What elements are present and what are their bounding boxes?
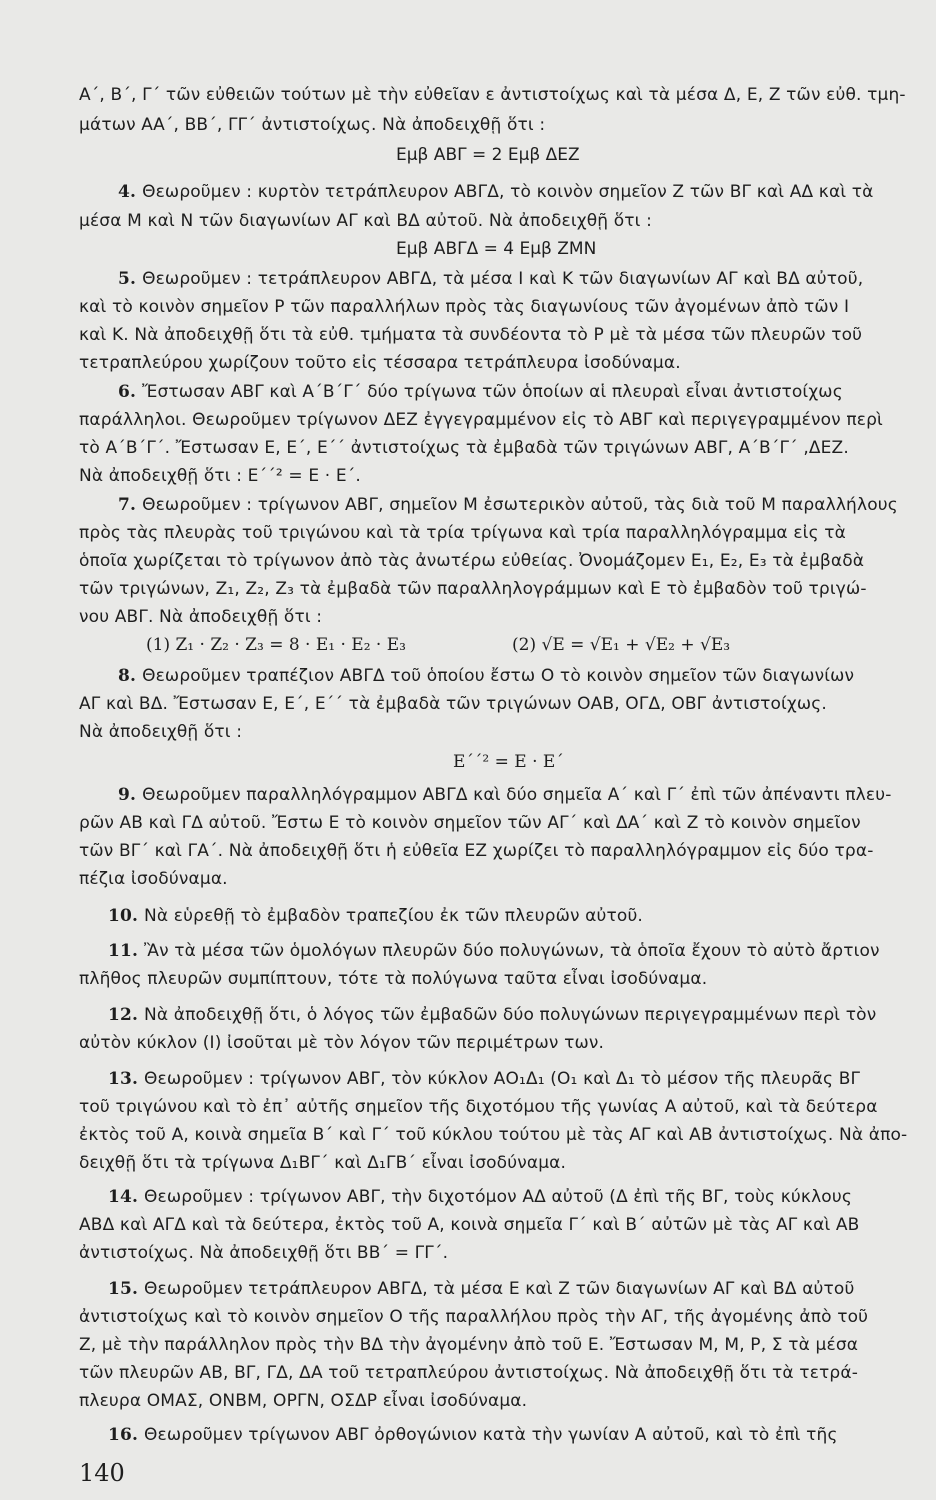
- text-line: πλευρα ΟΜΑΣ, ΟΝΒΜ, ΟΡΓΝ, ΟΣΔΡ εἶναι ἰσοδύναμα.: [79, 1391, 528, 1411]
- problem-number: 4.: [118, 182, 137, 202]
- problem-16: 16. Θεωροῦμεν τρίγωνον ΑΒΓ ὀρθογώνιον κατὰ τὴν γωνίαν Α αὐτοῦ, καὶ τὸ ἐπὶ τῆς: [108, 1425, 838, 1445]
- problem-12: 12. Νὰ ἀποδειχθῇ ὅτι, ὁ λόγος τῶν ἐμβαδῶν δύο πολυγώνων περιγεγραμμένων περὶ τὸν: [108, 1005, 877, 1025]
- text-line: Νὰ ἀποδειχθῇ ὅτι : Ε΄΄² = Ε · Ε΄.: [79, 466, 361, 486]
- text-line: μάτων ΑΑ΄, ΒΒ΄, ΓΓ΄ ἀντιστοίχως. Νὰ ἀποδειχθῇ ὅτι :: [79, 115, 546, 135]
- text-line: τὸ Α΄Β΄Γ΄. Ἔστωσαν Ε, Ε΄, Ε΄΄ ἀντιστοίχως τὰ ἐμβαδὰ τῶν τριγώνων ΑΒΓ, Α΄Β΄Γ΄ ,ΔΕΖ.: [79, 438, 849, 458]
- equation: Εμβ ΑΒΓΔ = 4 Εμβ ΖΜΝ: [396, 239, 597, 259]
- text-line: τῶν τριγώνων, Ζ₁, Ζ₂, Ζ₃ τὰ ἐμβαδὰ τῶν παραλληλογράμμων καὶ Ε τὸ ἐμβαδὸν τοῦ τριγώ-: [79, 579, 867, 599]
- problem-7: 7. Θεωροῦμεν : τρίγωνον ΑΒΓ, σημεῖον Μ ἐσωτερικὸν αὐτοῦ, τὰς διὰ τοῦ Μ παραλλήλους: [118, 495, 898, 515]
- problem-number: 13.: [108, 1069, 139, 1089]
- text-line: τοῦ τριγώνου καὶ τὸ ἐπ᾽ αὐτῆς σημεῖον τῆς διχοτόμου τῆς γωνίας Α αὐτοῦ, καὶ τὰ δεύτερα: [79, 1097, 878, 1117]
- problem-number: 6.: [118, 382, 137, 402]
- problem-number: 5.: [118, 269, 137, 289]
- text-line: Α΄, Β΄, Γ΄ τῶν εὐθειῶν τούτων μὲ τὴν εὐθεῖαν ε ἀντιστοίχως καὶ τὰ μέσα Δ, Ε, Ζ τῶν εὐθ. τμη-: [79, 85, 906, 105]
- text-line: αὐτὸν κύκλον (Ι) ἰσοῦται μὲ τὸν λόγον τῶν περιμέτρων των.: [79, 1033, 605, 1053]
- problem-11: 11. Ἂν τὰ μέσα τῶν ὁμολόγων πλευρῶν δύο πολυγώνων, τὰ ὁποῖα ἔχουν τὸ αὐτὸ ἄρτιον: [108, 941, 880, 961]
- text-line: νου ΑΒΓ. Νὰ ἀποδειχθῇ ὅτι :: [79, 607, 323, 627]
- text-line: τῶν ΒΓ΄ καὶ ΓΑ΄. Νὰ ἀποδειχθῇ ὅτι ἡ εὐθεῖα ΕΖ χωρίζει τὸ παραλληλόγραμμον εἰς δύο τρα-: [79, 841, 874, 861]
- text-line: πλῆθος πλευρῶν συμπίπτουν, τότε τὰ πολύγωνα ταῦτα εἶναι ἰσοδύναμα.: [79, 969, 708, 989]
- page-number: 140: [79, 1459, 125, 1487]
- text-line: πέζια ἰσοδύναμα.: [79, 869, 228, 889]
- text-line: ρῶν ΑΒ καὶ ΓΔ αὐτοῦ. Ἔστω Ε τὸ κοινὸν σημεῖον τῶν ΑΓ΄ καὶ ΔΑ΄ καὶ Ζ τὸ κοινὸν σημεῖον: [79, 813, 861, 833]
- text-line: Ζ, μὲ τὴν παράλληλον πρὸς τὴν ΒΔ τὴν ἀγομένην ἀπὸ τοῦ Ε. Ἔστωσαν Μ, Μ, Ρ, Σ τὰ μέσα: [79, 1335, 859, 1355]
- text-line: ὁποῖα χωρίζεται τὸ τρίγωνον ἀπὸ τὰς ἀνωτέρω εὐθείας. Ὀνομάζομεν Ε₁, Ε₂, Ε₃ τὰ ἐμβαδὰ: [79, 551, 865, 571]
- problem-number: 12.: [108, 1005, 139, 1025]
- text-line: ΑΒΔ καὶ ΑΓΔ καὶ τὰ δεύτερα, ἐκτὸς τοῦ Α, κοινὰ σημεῖα Γ΄ καὶ Β΄ αὐτῶν μὲ τὰς ΑΓ καὶ ΑΒ: [79, 1215, 860, 1235]
- text-line: καὶ Κ. Νὰ ἀποδειχθῇ ὅτι τὰ εὐθ. τμήματα τὰ συνδέοντα τὸ Ρ μὲ τὰ μέσα τῶν πλευρῶν τοῦ: [79, 325, 863, 345]
- text-line: ἀντιστοίχως. Νὰ ἀποδειχθῇ ὅτι ΒΒ΄ = ΓΓ΄.: [79, 1243, 449, 1263]
- equation-1: (1) Ζ₁ · Ζ₂ · Ζ₃ = 8 · Ε₁ · Ε₂ · Ε₃: [146, 635, 406, 655]
- text-line: ἀντιστοίχως καὶ τὸ κοινὸν σημεῖον Ο τῆς παραλλήλου πρὸς τὴν ΑΓ, τῆς ἀγομένης ἀπὸ τοῦ: [79, 1307, 869, 1327]
- problem-4: 4. Θεωροῦμεν : κυρτὸν τετράπλευρον ΑΒΓΔ, τὸ κοινὸν σημεῖον Ζ τῶν ΒΓ καὶ ΑΔ καὶ τὰ: [118, 182, 874, 202]
- problem-number: 16.: [108, 1425, 139, 1445]
- text-line: μέσα Μ καὶ Ν τῶν διαγωνίων ΑΓ καὶ ΒΔ αὐτοῦ. Νὰ ἀποδειχθῇ ὅτι :: [79, 211, 653, 231]
- text-line: τετραπλεύρου χωρίζουν τοῦτο εἰς τέσσαρα τετράπλευρα ἰσοδύναμα.: [79, 353, 681, 373]
- text-line: ἐκτὸς τοῦ Α, κοινὰ σημεῖα Β΄ καὶ Γ΄ τοῦ κύκλου τούτου μὲ τὰς ΑΓ καὶ ΑΒ ἀντιστοίχως. Νὰ ἀπο-: [79, 1125, 908, 1145]
- problem-number: 8.: [118, 666, 137, 686]
- equation: Εμβ ΑΒΓ = 2 Εμβ ΔΕΖ: [396, 145, 580, 165]
- problem-13: 13. Θεωροῦμεν : τρίγωνον ΑΒΓ, τὸν κύκλον ΑΟ₁Δ₁ (Ο₁ καὶ Δ₁ τὸ μέσον τῆς πλευρᾶς ΒΓ: [108, 1069, 861, 1089]
- problem-15: 15. Θεωροῦμεν τετράπλευρον ΑΒΓΔ, τὰ μέσα Ε καὶ Ζ τῶν διαγωνίων ΑΓ καὶ ΒΔ αὐτοῦ: [108, 1279, 855, 1299]
- equation: Ε΄΄² = Ε · Ε΄: [453, 752, 564, 772]
- problem-10: 10. Νὰ εὑρεθῇ τὸ ἐμβαδὸν τραπεζίου ἐκ τῶν πλευρῶν αὐτοῦ.: [108, 906, 643, 926]
- problem-5: 5. Θεωροῦμεν : τετράπλευρον ΑΒΓΔ, τὰ μέσα Ι καὶ Κ τῶν διαγωνίων ΑΓ καὶ ΒΔ αὐτοῦ,: [118, 269, 864, 289]
- equation-2: (2) √Ε = √Ε₁ + √Ε₂ + √Ε₃: [512, 635, 731, 655]
- text-line: δειχθῇ ὅτι τὰ τρίγωνα Δ₁ΒΓ΄ καὶ Δ₁ΓΒ΄ εἶναι ἰσοδύναμα.: [79, 1153, 567, 1173]
- text-line: τῶν πλευρῶν ΑΒ, ΒΓ, ΓΔ, ΔΑ τοῦ τετραπλεύρου ἀντιστοίχως. Νὰ ἀποδειχθῇ ὅτι τὰ τετρά-: [79, 1363, 858, 1383]
- problem-number: 9.: [118, 785, 137, 805]
- problem-number: 15.: [108, 1279, 139, 1299]
- text-line: καὶ τὸ κοινὸν σημεῖον Ρ τῶν παραλλήλων πρὸς τὰς διαγωνίους τῶν ἀγομένων ἀπὸ τῶν Ι: [79, 297, 850, 317]
- text-line: ΑΓ καὶ ΒΔ. Ἔστωσαν Ε, Ε΄, Ε΄΄ τὰ ἐμβαδὰ τῶν τριγώνων ΟΑΒ, ΟΓΔ, ΟΒΓ ἀντιστοίχως.: [79, 694, 827, 714]
- text-line: παράλληλοι. Θεωροῦμεν τρίγωνον ΔΕΖ ἐγγεγραμμένον εἰς τὸ ΑΒΓ καὶ περιγεγραμμένον περὶ: [79, 410, 883, 430]
- problem-number: 7.: [118, 495, 137, 515]
- problem-9: 9. Θεωροῦμεν παραλληλόγραμμον ΑΒΓΔ καὶ δύο σημεῖα Α΄ καὶ Γ΄ ἐπὶ τῶν ἀπέναντι πλευ-: [118, 785, 892, 805]
- problem-number: 10.: [108, 906, 139, 926]
- problem-14: 14. Θεωροῦμεν : τρίγωνον ΑΒΓ, τὴν διχοτόμον ΑΔ αὐτοῦ (Δ ἐπὶ τῆς ΒΓ, τοὺς κύκλους: [108, 1187, 852, 1207]
- problem-number: 14.: [108, 1187, 139, 1207]
- problem-8: 8. Θεωροῦμεν τραπέζιον ΑΒΓΔ τοῦ ὁποίου ἔστω Ο τὸ κοινὸν σημεῖον τῶν διαγωνίων: [118, 666, 855, 686]
- text-line: πρὸς τὰς πλευρὰς τοῦ τριγώνου καὶ τὰ τρία τρίγωνα καὶ τρία παραλληλόγραμμα εἰς τὰ: [79, 523, 846, 543]
- problem-6: 6. Ἔστωσαν ΑΒΓ καὶ Α΄Β΄Γ΄ δύο τρίγωνα τῶν ὁποίων αἱ πλευραὶ εἶναι ἀντιστοίχως: [118, 382, 843, 402]
- problem-number: 11.: [108, 941, 139, 961]
- text-line: Νὰ ἀποδειχθῇ ὅτι :: [79, 722, 243, 742]
